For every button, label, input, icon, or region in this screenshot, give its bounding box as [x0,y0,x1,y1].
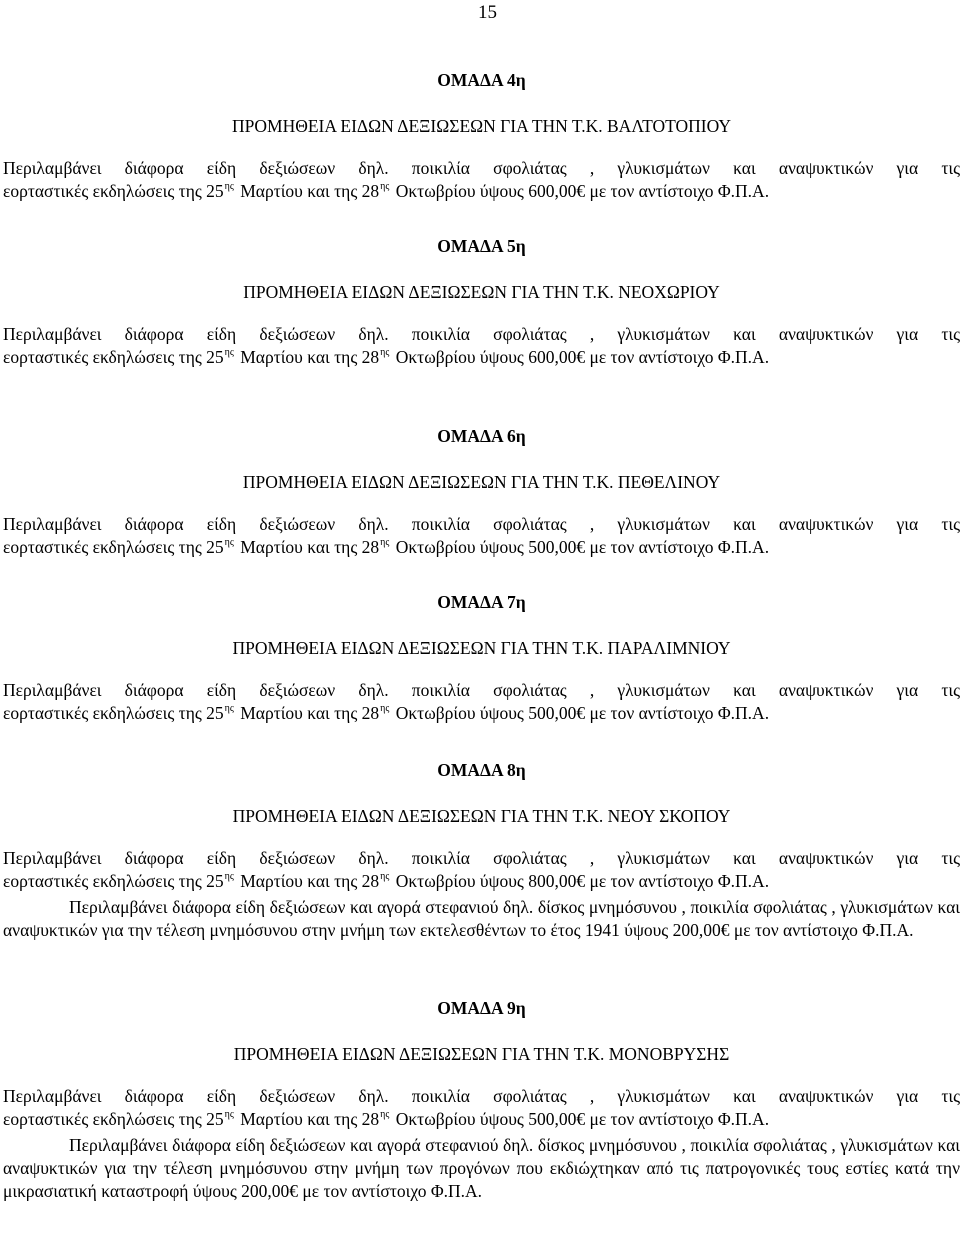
description-line: Περιλαμβάνει διάφορα είδη δεξιώσεων δηλ. ποικιλία σφολιάτας , γλυκισμάτων και αναψυκτικών για τις [3,680,960,700]
description-text: εορταστικές εκδηλώσεις της 25 [3,703,224,723]
group-description [3,157,960,206]
group-title: ΟΜΑΔΑ 4η [437,70,526,90]
group-subtitle: ΠΡΟΜΗΘΕΙΑ ΕΙΔΩΝ ΔΕΞΙΩΣΕΩΝ ΓΙΑ ΤΗΝ Τ.Κ. ΠΕΘΕΛΙΝΟΥ [242,472,721,492]
ordinal-suffix: ης [380,181,390,192]
group-description [3,323,960,372]
ordinal-suffix: ης [380,703,390,714]
group-title: ΟΜΑΔΑ 9η [437,998,526,1018]
description-text: εορταστικές εκδηλώσεις της 25 [3,871,224,891]
group-section [3,426,960,562]
description-text: Μαρτίου και της 28 [235,871,380,891]
group-section [3,70,960,206]
group-section [3,998,960,1203]
ordinal-suffix: ης [224,537,234,548]
description-text: Οκτωβρίου ύψους 500,00€ με τον αντίστοιχο Φ.Π.Α. [391,703,770,723]
description-line: Περιλαμβάνει διάφορα είδη δεξιώσεων δηλ. ποικιλία σφολιάτας , γλυκισμάτων και αναψυκτικών για τις [3,514,960,534]
description-text: Μαρτίου και της 28 [235,347,380,367]
description-text: Οκτωβρίου ύψους 500,00€ με τον αντίστοιχο Φ.Π.Α. [391,537,770,557]
group-section [3,760,960,942]
description-text: εορταστικές εκδηλώσεις της 25 [3,1109,224,1129]
description-text: Οκτωβρίου ύψους 800,00€ με τον αντίστοιχο Φ.Π.Α. [391,871,770,891]
description-text: εορταστικές εκδηλώσεις της 25 [3,347,224,367]
page-number: 15 [478,2,497,23]
description-text: Οκτωβρίου ύψους 600,00€ με τον αντίστοιχο Φ.Π.Α. [391,347,770,367]
description-text: εορταστικές εκδηλώσεις της 25 [3,181,224,201]
group-section [3,592,960,728]
description-text: Οκτωβρίου ύψους 500,00€ με τον αντίστοιχο Φ.Π.Α. [391,1109,770,1129]
group-subtitle: ΠΡΟΜΗΘΕΙΑ ΕΙΔΩΝ ΔΕΞΙΩΣΕΩΝ ΓΙΑ ΤΗΝ Τ.Κ. ΠΑΡΑΛΙΜΝΙΟΥ [232,638,731,658]
additional-description: Περιλαμβάνει διάφορα είδη δεξιώσεων και αγορά στεφανιού δηλ. δίσκος μνημόσυνου , ποικιλία σφολιάτας , γλυκισμάτων και αναψυκτικών για την τέλεση μνημόσυνου στην μνήμη των προγόνων που εκδιώχτηκαν από τις πατρογονικές τους εστίες κατά την μικρασιατική καταστροφή ύψους 200,00€ με τον αντίστοιχο Φ.Π.Α. [3,1135,960,1201]
description-text: Μαρτίου και της 28 [235,1109,380,1129]
description-line: Περιλαμβάνει διάφορα είδη δεξιώσεων δηλ. ποικιλία σφολιάτας , γλυκισμάτων και αναψυκτικών για τις [3,848,960,868]
group-title: ΟΜΑΔΑ 6η [437,426,526,446]
additional-description: Περιλαμβάνει διάφορα είδη δεξιώσεων και αγορά στεφανιού δηλ. δίσκος μνημόσυνου , ποικιλία σφολιάτας , γλυκισμάτων και αναψυκτικών για την τέλεση μνημόσυνου στην μνήμη των εκτελεσθέντων το έτος 1941 ύψους 200,00€ με τον αντίστοιχο Φ.Π.Α. [3,897,960,940]
ordinal-suffix: ης [380,537,390,548]
group-title: ΟΜΑΔΑ 8η [437,760,526,780]
group-title: ΟΜΑΔΑ 5η [437,236,526,256]
group-subtitle: ΠΡΟΜΗΘΕΙΑ ΕΙΔΩΝ ΔΕΞΙΩΣΕΩΝ ΓΙΑ ΤΗΝ Τ.Κ. ΒΑΛΤΟΤΟΠΙΟΥ [232,116,731,136]
ordinal-suffix: ης [224,703,234,714]
group-subtitle: ΠΡΟΜΗΘΕΙΑ ΕΙΔΩΝ ΔΕΞΙΩΣΕΩΝ ΓΙΑ ΤΗΝ Τ.Κ. ΜΟΝΟΒΡΥΣΗΣ [233,1044,730,1064]
description-line: Περιλαμβάνει διάφορα είδη δεξιώσεων δηλ. ποικιλία σφολιάτας , γλυκισμάτων και αναψυκτικών για τις [3,158,960,178]
group-section [3,236,960,372]
group-subtitle: ΠΡΟΜΗΘΕΙΑ ΕΙΔΩΝ ΔΕΞΙΩΣΕΩΝ ΓΙΑ ΤΗΝ Τ.Κ. ΝΕΟΧΩΡΙΟΥ [243,282,720,302]
group-description [3,513,960,562]
description-line: Περιλαμβάνει διάφορα είδη δεξιώσεων δηλ. ποικιλία σφολιάτας , γλυκισμάτων και αναψυκτικών για τις [3,1086,960,1106]
group-description [3,679,960,728]
ordinal-suffix: ης [380,871,390,882]
ordinal-suffix: ης [224,871,234,882]
description-text: Μαρτίου και της 28 [235,703,380,723]
group-description [3,847,960,896]
description-text: εορταστικές εκδηλώσεις της 25 [3,537,224,557]
description-text: Οκτωβρίου ύψους 600,00€ με τον αντίστοιχο Φ.Π.Α. [391,181,770,201]
group-subtitle: ΠΡΟΜΗΘΕΙΑ ΕΙΔΩΝ ΔΕΞΙΩΣΕΩΝ ΓΙΑ ΤΗΝ Τ.Κ. ΝΕΟΥ ΣΚΟΠΟΥ [232,806,731,826]
ordinal-suffix: ης [224,1109,234,1120]
description-text: Μαρτίου και της 28 [235,181,380,201]
ordinal-suffix: ης [224,181,234,192]
ordinal-suffix: ης [380,347,390,358]
description-text: Μαρτίου και της 28 [235,537,380,557]
description-line: Περιλαμβάνει διάφορα είδη δεξιώσεων δηλ. ποικιλία σφολιάτας , γλυκισμάτων και αναψυκτικών για τις [3,324,960,344]
ordinal-suffix: ης [224,347,234,358]
group-title: ΟΜΑΔΑ 7η [437,592,526,612]
ordinal-suffix: ης [380,1109,390,1120]
group-description [3,1085,960,1134]
